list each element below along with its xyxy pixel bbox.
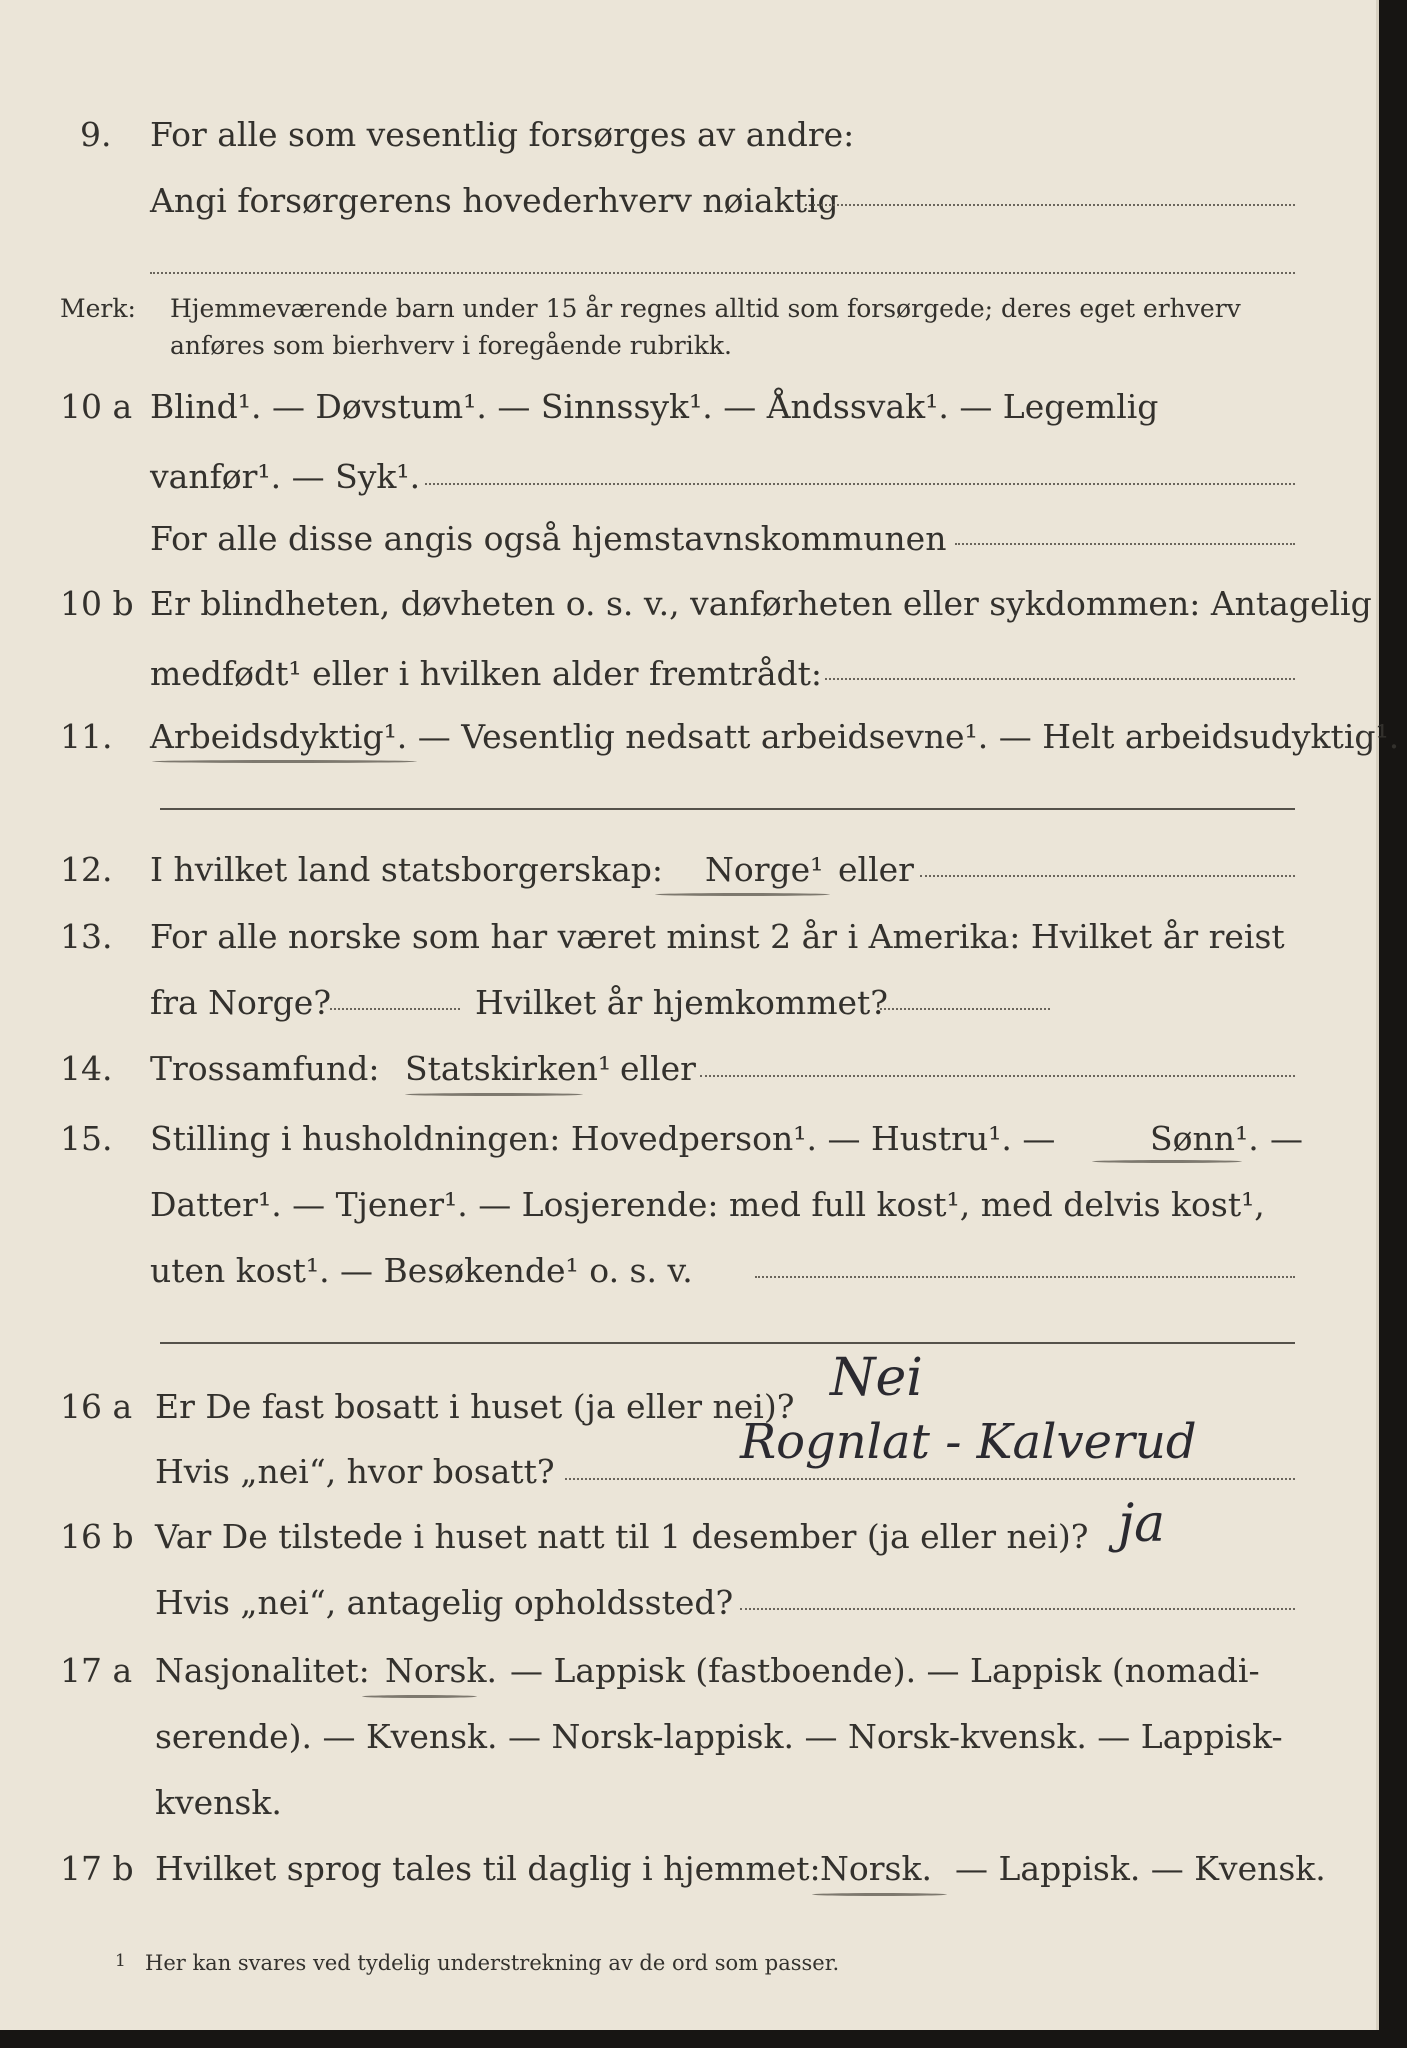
q14-handwritten-underline [405, 1093, 583, 1096]
q12-handwritten-underline [655, 893, 830, 896]
q17b-line1-rest: — Lappisk. — Kvensk. [955, 1849, 1326, 1888]
q16b-line1: Var De tilstede i huset natt til 1 desember (ja eller nei)? [155, 1517, 1089, 1556]
q12-answer-field[interactable] [920, 875, 1295, 877]
q13-line2a: fra Norge? [150, 983, 332, 1022]
merk-label: Merk: [60, 294, 136, 323]
q10a-line3: For alle disse angis også hjemstavnskommunen [150, 519, 947, 558]
footnote-mark: 1 [115, 1951, 126, 1971]
q9-number: 9. [80, 115, 112, 154]
footnote-text: Her kan svares ved tydelig understrekning av de ord som passer. [145, 1951, 840, 1975]
q15-number: 15. [60, 1119, 113, 1158]
q17a-line3: kvensk. [155, 1783, 282, 1822]
merk-line1: Hjemmeværende barn under 15 år regnes alltid som forsørgede; deres eget erhverv [170, 294, 1241, 323]
q12-eller: eller [838, 850, 914, 889]
q16b-whereabouts-field[interactable] [740, 1608, 1295, 1610]
q13-number: 13. [60, 917, 113, 956]
q17a-handwritten-underline [362, 1695, 477, 1698]
q16a-handwritten-residence[interactable]: Rognlat - Kalverud [740, 1414, 1197, 1470]
q15-dash: — [1270, 1119, 1303, 1158]
q16a-residence-field[interactable] [565, 1478, 1295, 1480]
q15-handwritten-underline [1092, 1160, 1242, 1163]
q17b-text: Hvilket sprog tales til daglig i hjemmet: [155, 1849, 821, 1888]
q17b-option-norsk[interactable]: Norsk. [820, 1849, 932, 1888]
q10a-line1: Blind¹. — Døvstum¹. — Sinnssyk¹. — Åndssvak¹. — Legemlig [150, 387, 1159, 426]
q13-line2b: Hvilket år hjemkommet? [475, 983, 888, 1022]
q14-answer-field[interactable] [700, 1075, 1295, 1077]
q14-option-statskirken[interactable]: Statskirken¹ [405, 1049, 612, 1088]
q17a-option-norsk[interactable]: Norsk. [385, 1651, 497, 1690]
q10b-line1: Er blindheten, døvheten o. s. v., vanførheten eller sykdommen: Antagelig [150, 584, 1372, 623]
q16a-line2: Hvis „nei“, hvor bosatt? [155, 1452, 555, 1491]
q10b-line2: medfødt¹ eller i hvilken alder fremtrådt: [150, 654, 823, 693]
q15-line2: Datter¹. — Tjener¹. — Losjerende: med full kost¹, med delvis kost¹, [150, 1185, 1265, 1224]
q17a-line2: serende). — Kvensk. — Norsk-lappisk. — Norsk-kvensk. — Lappisk- [155, 1717, 1283, 1756]
q16b-line2: Hvis „nei“, antagelig opholdssted? [155, 1583, 734, 1622]
q10b-answer-field[interactable] [825, 678, 1295, 680]
q14-number: 14. [60, 1049, 113, 1088]
q17a-line1-rest: — Lappisk (fastboende). — Lappisk (nomadi- [510, 1651, 1260, 1690]
q17b-handwritten-underline [812, 1893, 947, 1896]
q16a-line1: Er De fast bosatt i huset (ja eller nei)? [155, 1387, 795, 1426]
q16b-handwritten-answer[interactable]: ja [1118, 1494, 1166, 1554]
q14-text: Trossamfund: [150, 1049, 380, 1088]
q15-option-sonn[interactable]: Sønn¹. [1150, 1119, 1259, 1158]
q10a-number: 10 a [60, 387, 133, 426]
q17a-number: 17 a [60, 1651, 133, 1690]
q14-eller: eller [620, 1049, 696, 1088]
section-divider-2 [160, 1342, 1295, 1344]
q13-year-returned-field[interactable] [880, 1008, 1050, 1010]
q10a-home-municipality-field[interactable] [955, 543, 1295, 545]
q9-answer-field[interactable] [805, 204, 1295, 206]
q15-line3: uten kost¹. — Besøkende¹ o. s. v. [150, 1251, 693, 1290]
q17b-number: 17 b [60, 1849, 134, 1888]
q16b-number: 16 b [60, 1517, 134, 1556]
section-divider [160, 808, 1295, 810]
q10a-answer-field[interactable] [425, 483, 1295, 485]
q12-text: I hvilket land statsborgerskap: [150, 850, 664, 889]
q11-line1: Arbeidsdyktig¹. — Vesentlig nedsatt arbeidsevne¹. — Helt arbeidsudyktig¹. [150, 717, 1400, 756]
q12-option-norge[interactable]: Norge¹ [705, 850, 824, 889]
q16a-handwritten-answer[interactable]: Nei [830, 1348, 923, 1408]
q9-line2: Angi forsørgerens hovederhverv nøiaktig [150, 181, 839, 220]
q13-year-left-field[interactable] [330, 1008, 460, 1010]
q11-number: 11. [60, 717, 113, 756]
q11-handwritten-underline [152, 760, 417, 763]
q16a-number: 16 a [60, 1387, 133, 1426]
q10b-number: 10 b [60, 584, 134, 623]
q12-number: 12. [60, 850, 113, 889]
q9-answer-field-2[interactable] [150, 272, 1295, 274]
q10a-line2: vanfør¹. — Syk¹. [150, 457, 421, 496]
q9-line1: For alle som vesentlig forsørges av andre: [150, 115, 855, 154]
q15-answer-field[interactable] [755, 1276, 1295, 1278]
q17a-text: Nasjonalitet: [155, 1651, 370, 1690]
q13-line1: For alle norske som har været minst 2 år i Amerika: Hvilket år reist [150, 917, 1285, 956]
merk-line2: anføres som bierhverv i foregående rubrikk. [170, 331, 732, 360]
q15-line1a: Stilling i husholdningen: Hovedperson¹. — Hustru¹. — [150, 1119, 1056, 1158]
